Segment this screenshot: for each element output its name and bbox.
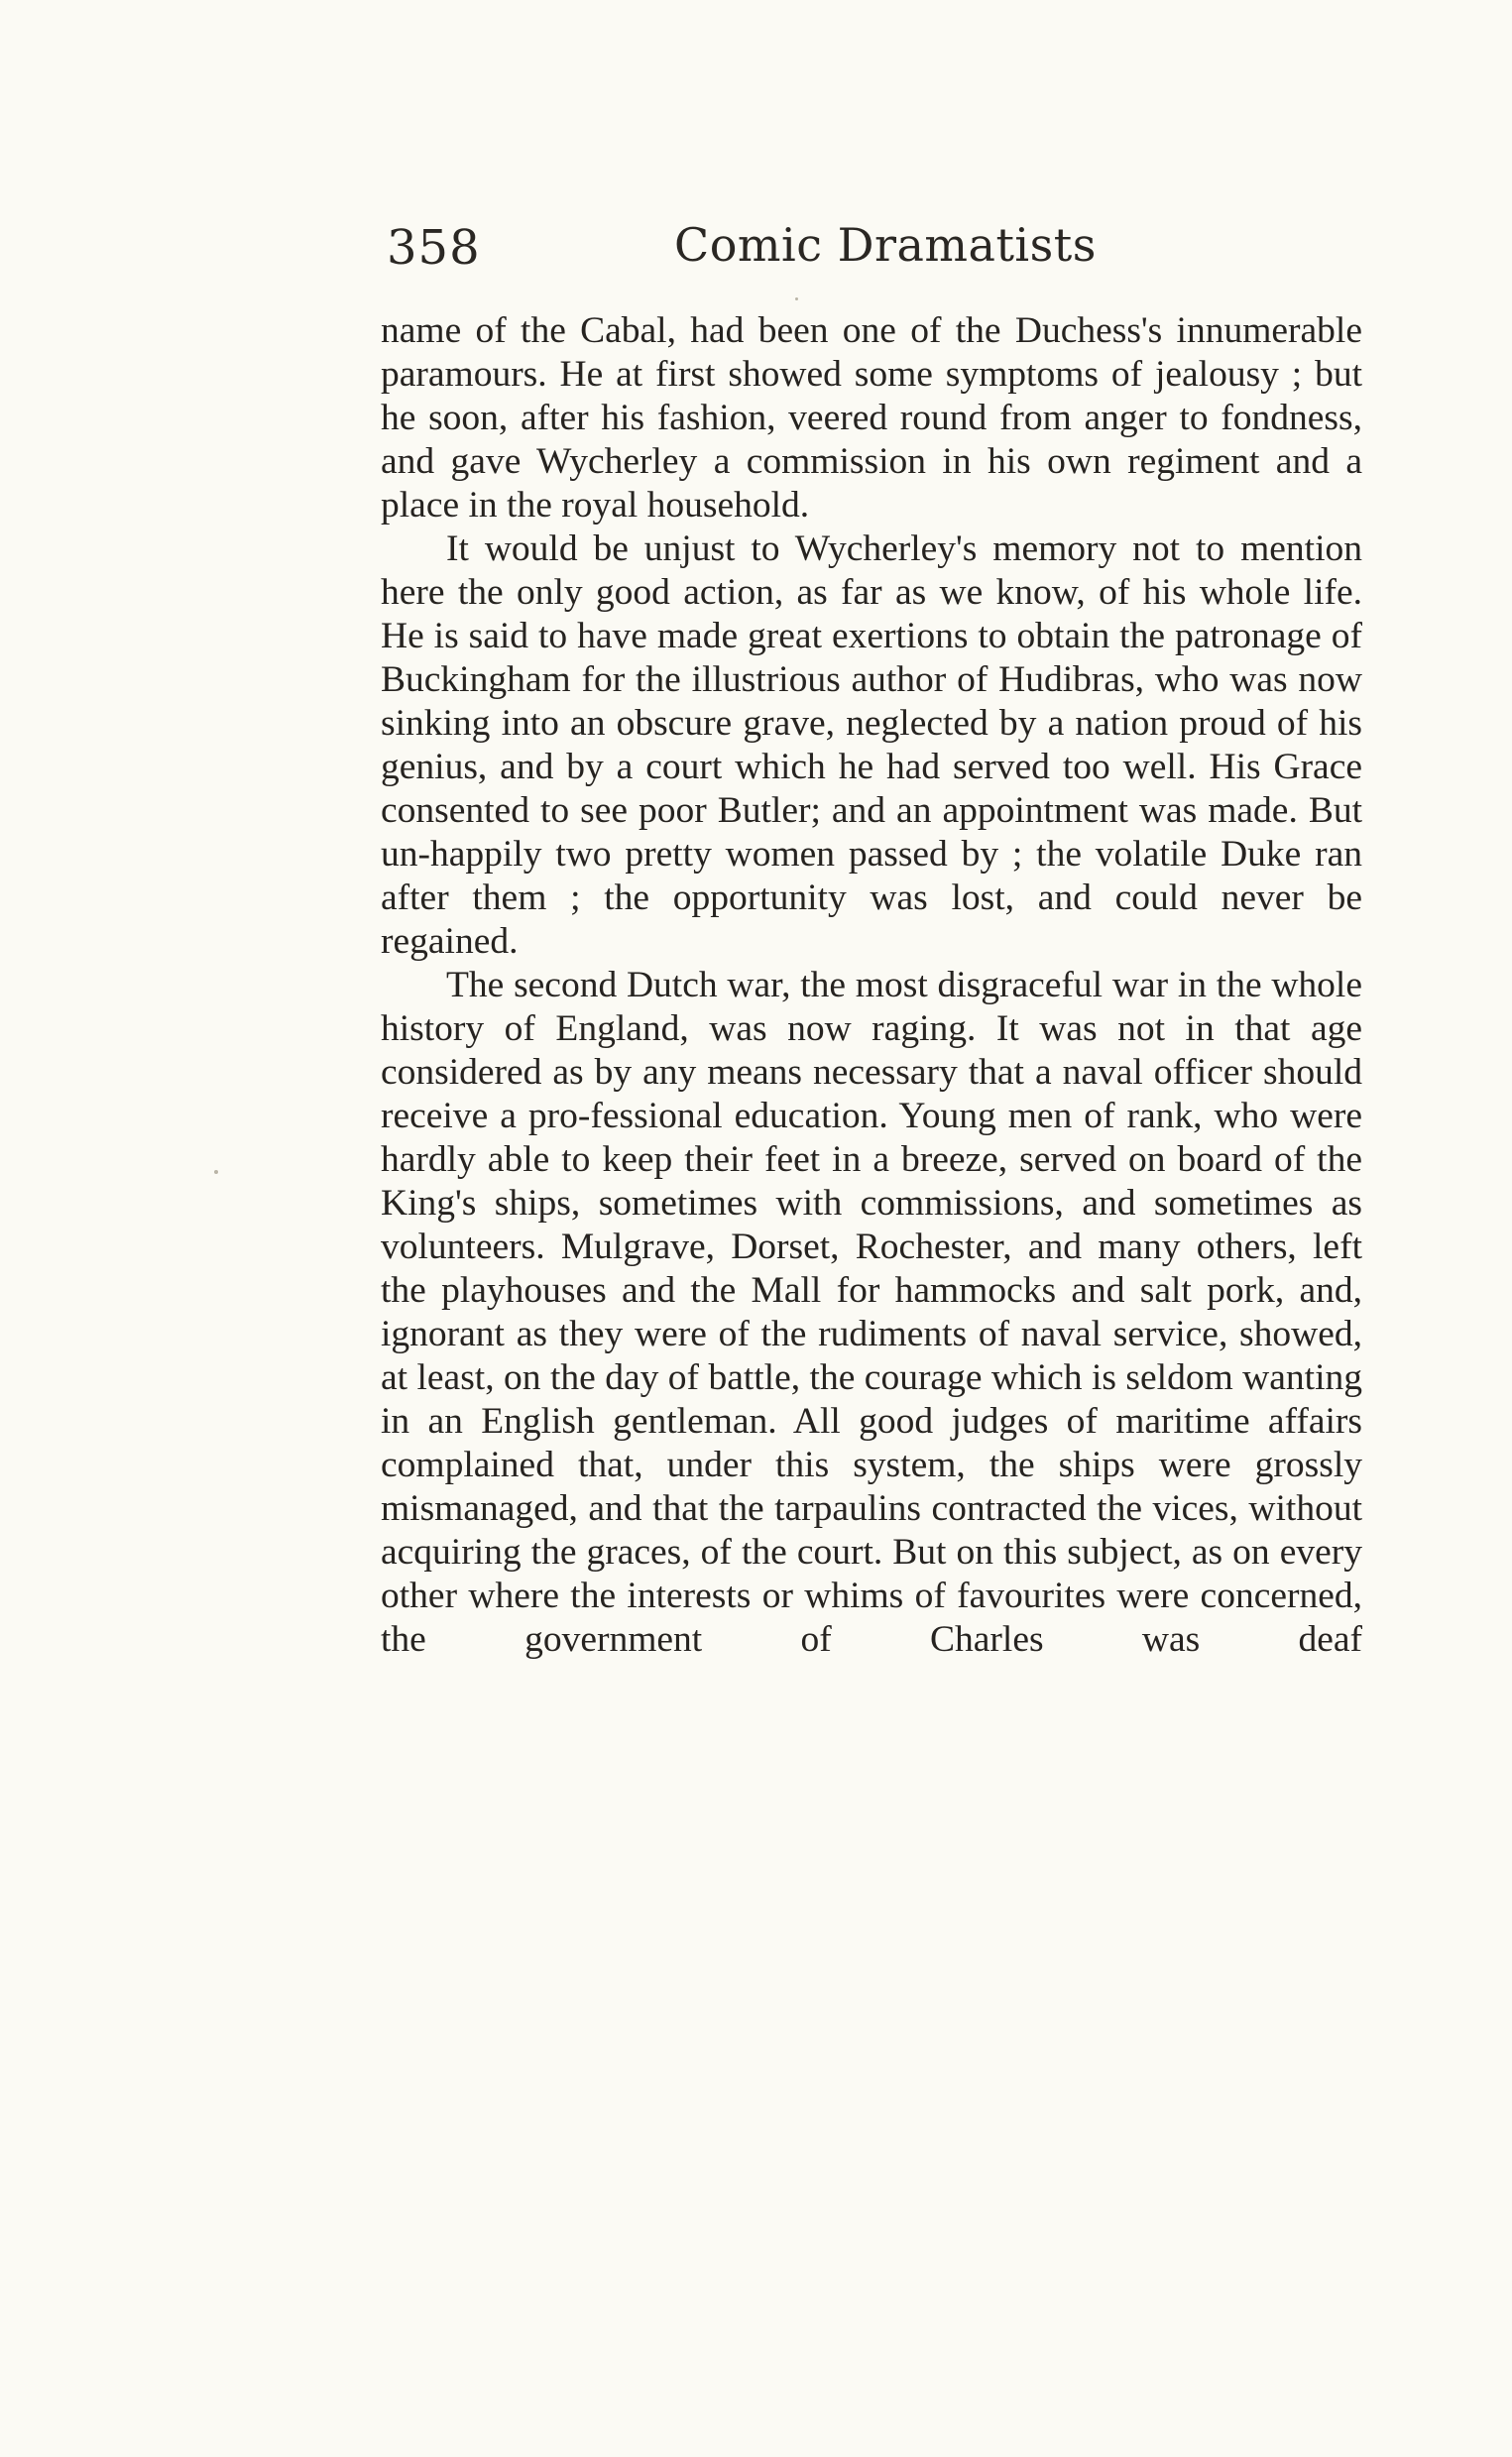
paper-speck bbox=[214, 1170, 218, 1174]
page-header bbox=[387, 214, 1378, 284]
paragraph-3: The second Dutch war, the most disgraceful war in the whole history of England, was now raging. It was not in that age considered as by any means necessary that a naval officer should receive a pro-fessional education. Young men of rank, who were hardly able to keep their feet in a breeze, served on board of the King's ships, sometimes with commissions, and sometimes as volunteers. Mulgrave, Dorset, Rochester, and many others, left the playhouses and the Mall for hammocks and salt pork, and, ignorant as they were of the rudiments of naval service, showed, at least, on the day of battle, the courage which is seldom wanting in an English gentleman. All good judges of maritime affairs complained that, under this system, the ships were grossly mismanaged, and that the tarpaulins contracted the vices, without acquiring the graces, of the court. But on this subject, as on every other where the interests or whims of favourites were concerned, the government of Charles was deaf bbox=[381, 965, 1362, 1660]
paragraph-2: It would be unjust to Wycherley's memory not to mention here the only good action, as far as we know, of his whole life. He is said to have made great exertions to obtain the patronage of Buckingham for the illustrious author of Hudibras, who was now sinking into an obscure grave, neglected by a nation proud of his genius, and by a court which he had served too well. His Grace consented to see poor Butler; and an appointment was made. But un-happily two pretty women passed by ; the volatile Duke ran after them ; the opportunity was lost, and could never be regained. bbox=[381, 528, 1362, 962]
paper-speck bbox=[795, 297, 798, 300]
running-title: Comic Dramatists bbox=[674, 218, 1097, 272]
body-text bbox=[381, 309, 1362, 1662]
paragraph-1: name of the Cabal, had been one of the Duchess's innumerable paramours. He at first showed some symptoms of jealousy ; but he soon, after his fashion, veered round from anger to fondness, and gave Wycherley a commission in his own regiment and a place in the royal household. bbox=[381, 310, 1362, 526]
page-number: 358 bbox=[387, 220, 481, 276]
